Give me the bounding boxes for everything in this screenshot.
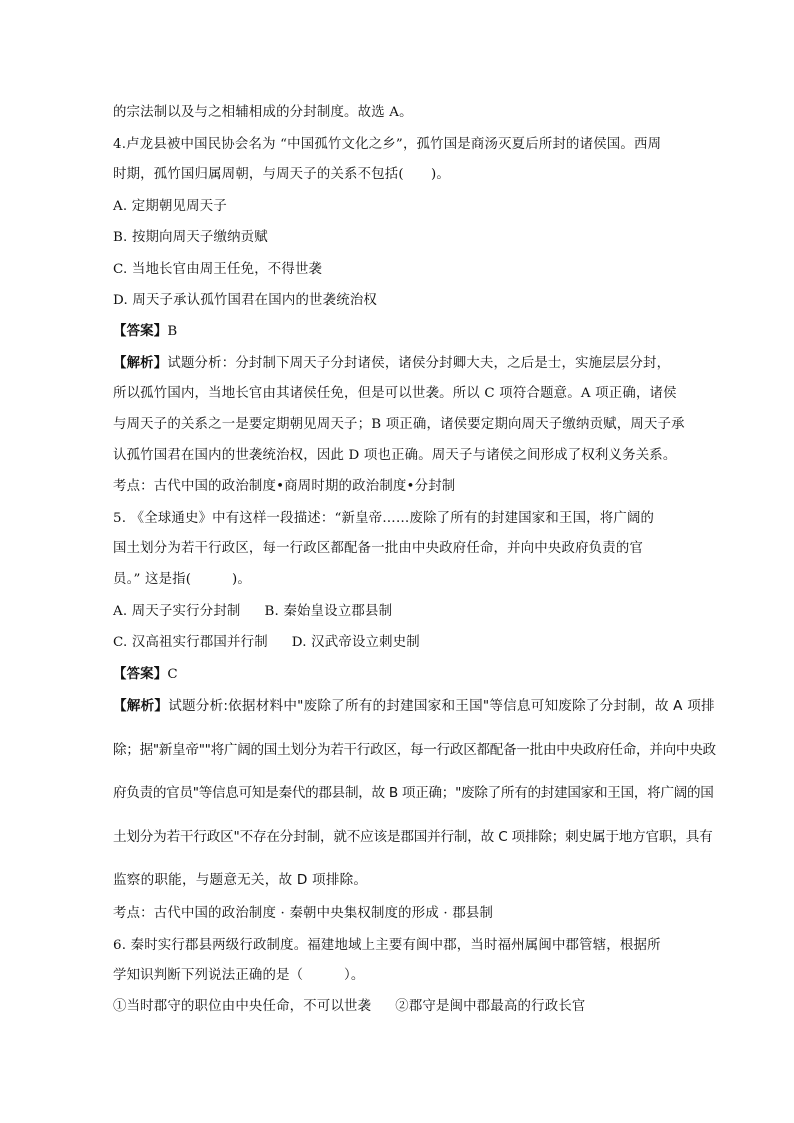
- q5-analysis-line: 土划分为若干行政区"不存在分封制，就不应该是郡国并行制，故 C 项排除；刺史属于地方官职，具有: [113, 829, 713, 845]
- q4-stem-line: 时期，孤竹国归属周朝，与周天子的关系不包括( )。: [113, 167, 451, 182]
- q6-stem-line: 6. 秦时实行郡县两级行政制度。福建地域上主要有闽中郡，当时福州属闽中郡管辖，根据所: [113, 938, 661, 953]
- q6-item-2: ②郡守是闽中郡最高的行政长官: [395, 999, 586, 1014]
- q5-options-row: [113, 603, 392, 621]
- q4-answer: [113, 322, 177, 341]
- q5-option-c: C. 汉高祖实行郡国并行制: [113, 635, 268, 650]
- q4-option-b: B. 按期向周天子缴纳贡赋: [113, 230, 268, 245]
- q5-analysis-line: 监察的职能，与题意无关，故 D 项排除。: [113, 872, 368, 888]
- answer-tag: 【答案】: [113, 666, 168, 682]
- analysis-tag: 【解析】: [113, 355, 168, 371]
- q4-analysis-line: [113, 354, 670, 373]
- q6-item-1: ①当时郡守的职位由中央任命，不可以世袭: [113, 999, 372, 1014]
- q5-option-d: D. 汉武帝设立刺史制: [291, 635, 420, 650]
- answer-value: B: [167, 324, 178, 339]
- q5-stem-line: 国土划分为若干行政区，每一行政区都配备一批由中央政府任命，并向中央政府负责的官: [113, 541, 644, 556]
- answer-value: C: [167, 667, 178, 682]
- q5-kaodian: 考点：古代中国的政治制度 · 秦朝中央集权制度的形成 · 郡县制: [113, 906, 494, 921]
- q5-analysis-line: 府负责的官员"等信息可知是秦代的郡县制，故 B 项正确；"废除了所有的封建国家和王国，将广阔的国: [113, 785, 714, 801]
- q5-answer: [113, 665, 178, 684]
- q3-analysis-tail: 的宗法制以及与之相辅相成的分封制度。故选 A。: [113, 105, 413, 120]
- analysis-tag: 【解析】: [113, 698, 169, 714]
- q4-option-c: C. 当地长官由周王任免，不得世袭: [113, 262, 323, 277]
- q4-analysis-line: 与周天子的关系之一是要定期朝见周天子；B 项正确，诸侯要定期向周天子缴纳贡赋，周天子承: [113, 417, 685, 432]
- q5-options-row: [113, 634, 420, 652]
- q5-stem-line: 员。” 这是指( )。: [113, 572, 251, 587]
- q4-option-d: D. 周天子承认孤竹国君在国内的世袭统治权: [113, 293, 378, 308]
- q5-analysis-line: [113, 697, 715, 715]
- q6-stem-line: 学知识判断下列说法正确的是（ ）。: [113, 968, 365, 983]
- q5-option-b: B. 秦始皇设立郡县制: [264, 604, 393, 619]
- analysis-text: 试题分析：分封制下周天子分封诸侯，诸侯分封卿大夫，之后是士，实施层层分封，: [167, 356, 671, 371]
- analysis-text: 试题分析:依据材料中"废除了所有的封建国家和王国"等信息可知废除了分封制，故 A 项排: [168, 698, 715, 714]
- answer-tag: 【答案】: [113, 323, 168, 339]
- q6-items-row: [113, 998, 586, 1016]
- q4-stem-line: 4.卢龙县被中国民协会名为 “中国孤竹文化之乡”，孤竹国是商汤灭夏后所封的诸侯国。西周: [113, 137, 662, 152]
- q4-analysis-line: 所以孤竹国内，当地长官由其诸侯任免，但是可以世袭。所以 C 项符合题意。A 项正确，诸侯: [113, 386, 677, 401]
- q5-stem-line: 5. 《全球通史》中有这样一段描述：“新皇帝……废除了所有的封建国家和王国，将广阔的: [113, 511, 655, 526]
- q5-option-a: A. 周天子实行分封制: [113, 604, 241, 619]
- q4-analysis-line: 认孤竹国君在国内的世袭统治权，因此 D 项也正确。周天子与诸侯之间形成了权利义务关系。: [113, 448, 677, 463]
- q5-analysis-line: 除；据"新皇帝""将广阔的国土划分为若干行政区，每一行政区都配备一批由中央政府任命，并向中央政: [113, 742, 716, 758]
- q4-kaodian: 考点：古代中国的政治制度•商周时期的政治制度•分封制: [113, 479, 456, 494]
- q4-option-a: A. 定期朝见周天子: [113, 199, 227, 214]
